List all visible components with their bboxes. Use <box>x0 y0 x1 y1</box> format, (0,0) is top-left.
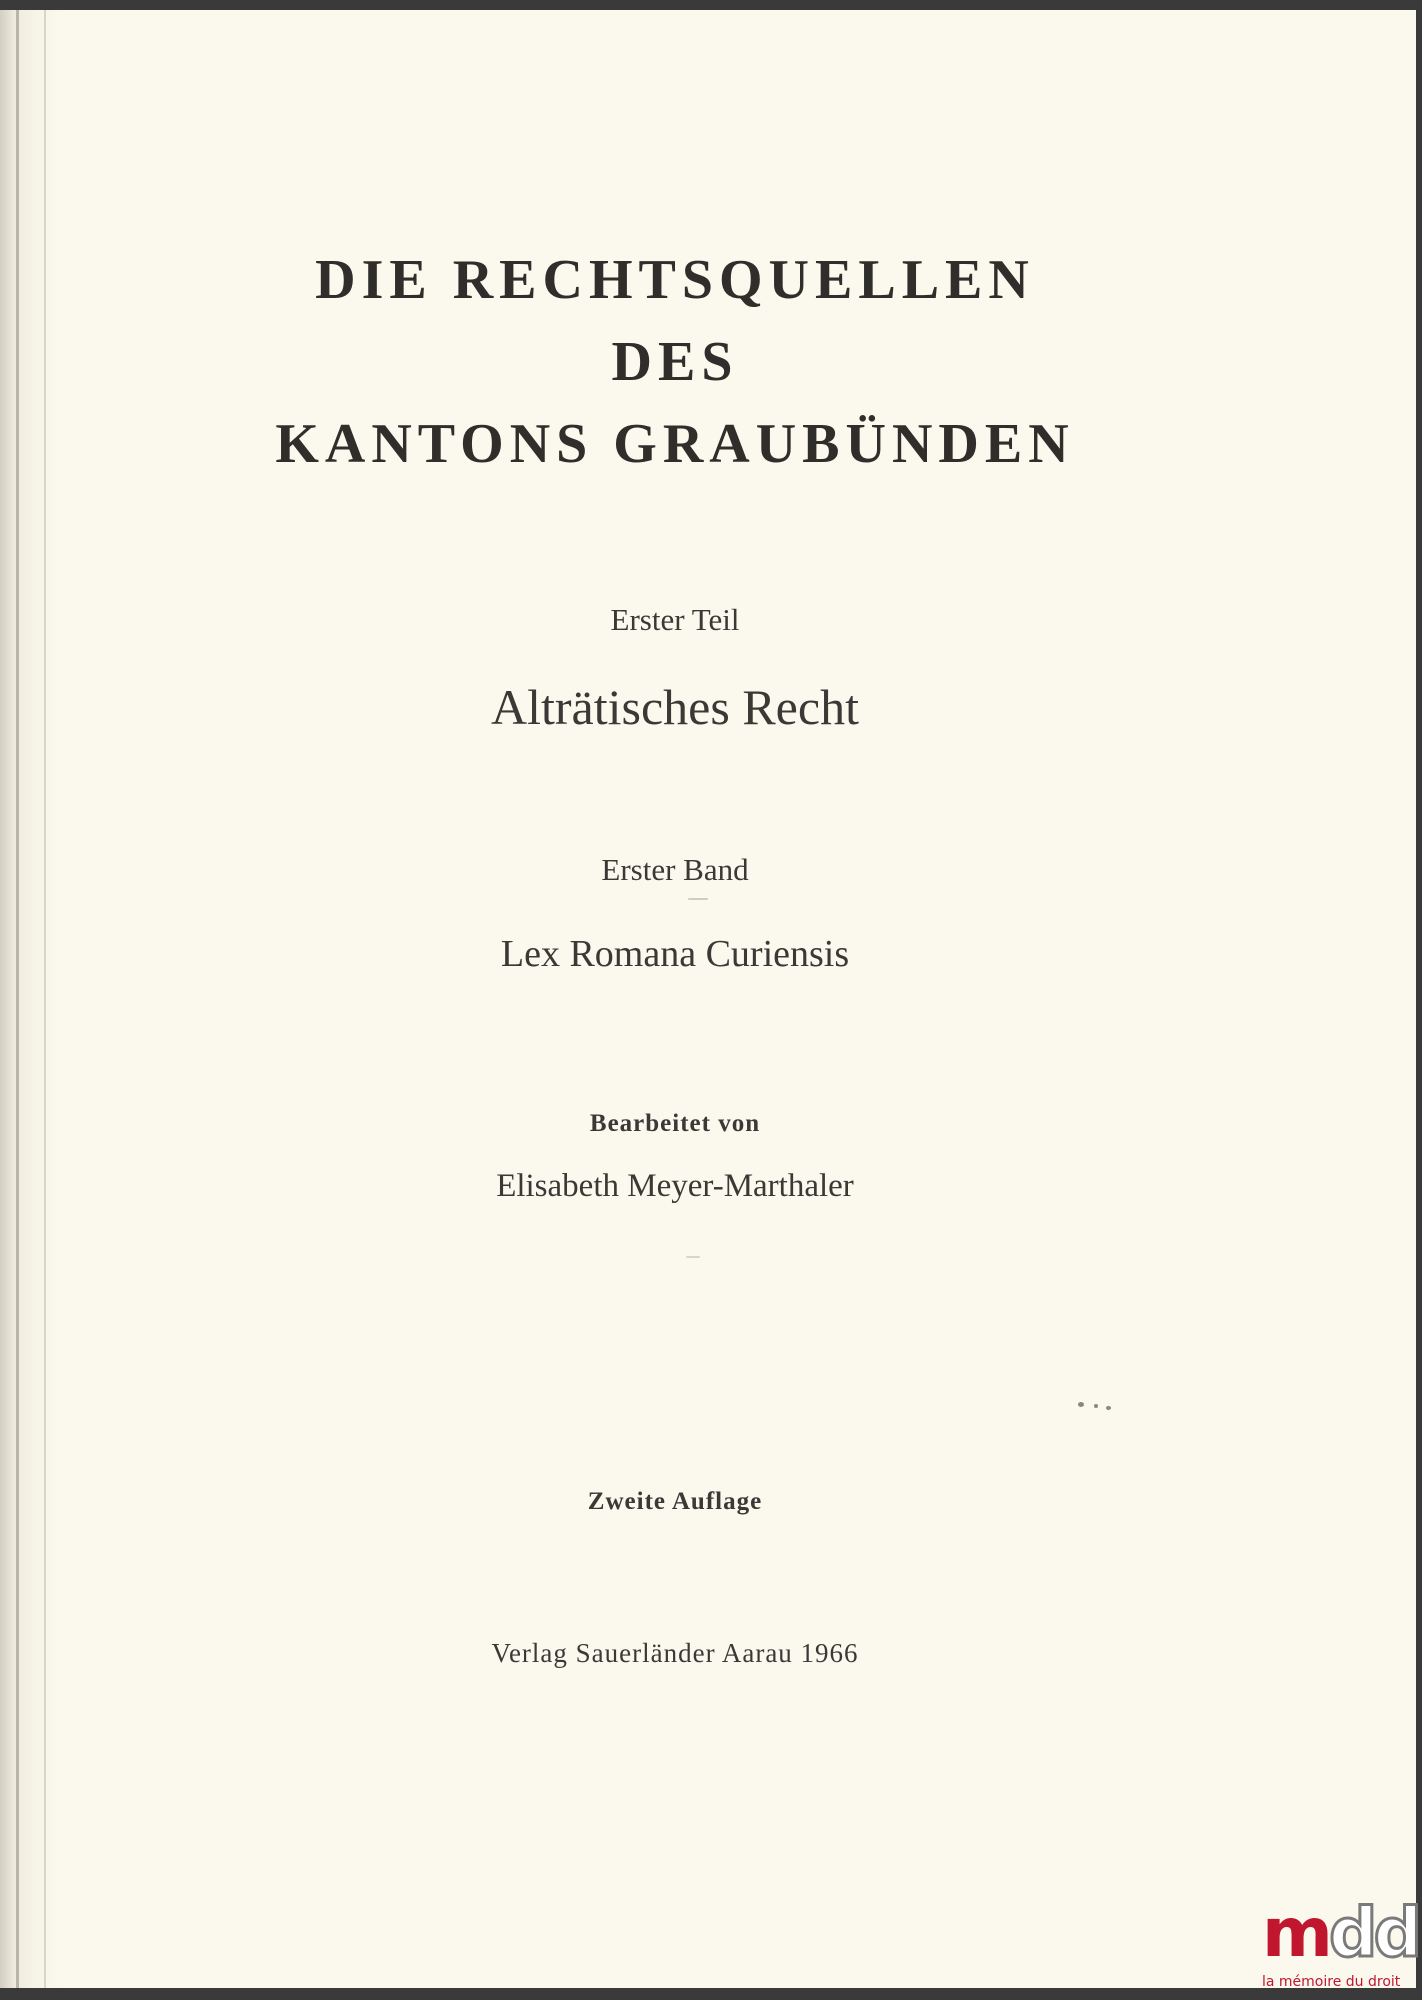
logo-letter-d: d <box>1328 1894 1374 1973</box>
scan-bottom-border <box>0 1988 1422 2000</box>
paper-speck <box>688 898 708 900</box>
publisher-line: Verlag Sauerländer Aarau 1966 <box>491 1638 859 1668</box>
paper-speck <box>1078 1402 1084 1407</box>
mdd-watermark-logo <box>1262 1894 1422 2000</box>
logo-letter-d: d <box>1373 1894 1419 1973</box>
mdd-logo-letters <box>1262 1894 1419 1973</box>
scan-top-border <box>0 0 1422 10</box>
paper-speck <box>1094 1404 1098 1408</box>
part-label: Erster Teil <box>610 602 740 637</box>
scan-right-border <box>1416 0 1422 2000</box>
paper-speck <box>686 1256 700 1258</box>
logo-tagline: la mémoire du droit <box>1262 1974 1401 1990</box>
volume-label: Erster Band <box>601 852 749 887</box>
title-line-3: KANTONS GRAUBÜNDEN <box>275 413 1075 475</box>
edition-label: Zweite Auflage <box>587 1488 763 1515</box>
volume-title: Lex Romana Curiensis <box>500 933 850 975</box>
logo-letter-m: m <box>1262 1894 1329 1973</box>
part-title: Alträtisches Recht <box>491 679 859 735</box>
paper-speck <box>1106 1406 1111 1410</box>
edited-by-label: Bearbeitet von <box>589 1110 761 1137</box>
title-line-2: DES <box>611 331 739 393</box>
title-line-1: DIE RECHTSQUELLEN <box>315 249 1035 311</box>
author-name: Elisabeth Meyer-Marthaler <box>496 1168 854 1204</box>
